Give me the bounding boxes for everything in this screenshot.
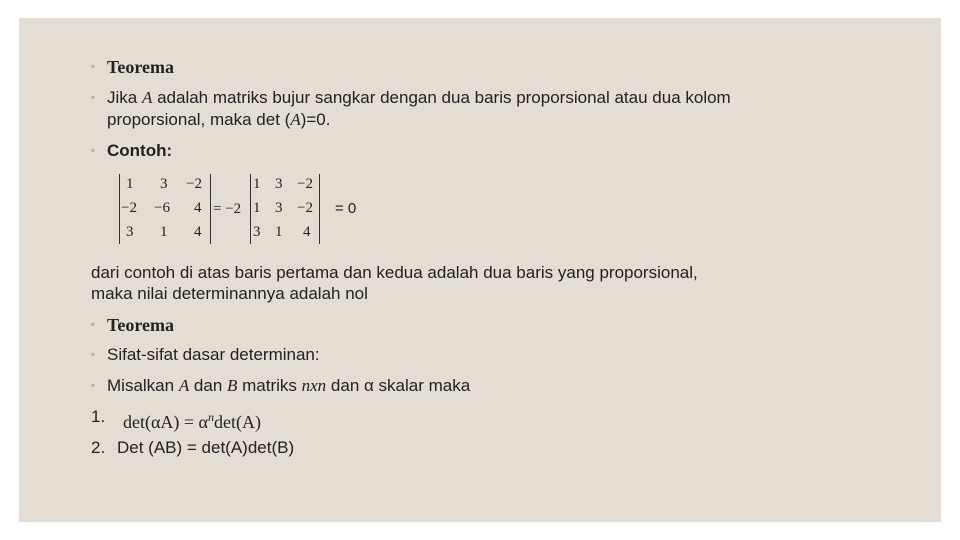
heading-teorema-2: Teorema (107, 315, 174, 335)
item-2-number: 2. (91, 438, 106, 457)
equals-minus-two: = −2 (213, 201, 242, 217)
explanation-line1: dari contoh di atas baris pertama dan kedua adalah dua baris yang proporsional, (91, 263, 698, 282)
var-a: A (290, 110, 301, 129)
bullet-icon: ◦ (91, 92, 95, 104)
equals-zero: = 0 (335, 200, 357, 217)
heading-contoh: Contoh: (107, 141, 173, 160)
bullet-icon: ◦ (91, 61, 95, 73)
var-a: A (141, 88, 153, 107)
explanation-line2: maka nilai determinannya adalah nol (91, 284, 368, 303)
theorem-statement-line1: Jika A adalah matriks bujur sangkar dengan dua baris proporsional atau dua kolom (107, 88, 731, 107)
properties-intro: Sifat-sifat dasar determinan: (107, 345, 320, 364)
assumption-line: Misalkan A dan B matriks nxn dan α skalar maka (107, 376, 471, 395)
var-b: B (227, 376, 238, 395)
var-nxn: nxn (301, 376, 327, 395)
slide (19, 18, 941, 522)
bullet-icon: ◦ (91, 319, 95, 331)
matrix-right: 1 3 −2 1 3 −2 3 1 4 (250, 174, 320, 244)
heading-teorema-1: Teorema (107, 57, 174, 77)
matrix-left: 1 3 −2 −2 −6 4 3 1 4 (119, 174, 211, 244)
item-1-formula: $\det(\alpha A) = \alpha^n\det(A)$ (123, 410, 261, 432)
bullet-icon: ◦ (91, 145, 95, 157)
bullet-icon: ◦ (91, 349, 95, 361)
item-2-text: Det (AB) = det(A)det(B) (117, 438, 295, 457)
theorem-statement-line2: proporsional, maka det (A)=0. (107, 110, 331, 129)
var-a: A (178, 376, 190, 395)
item-1-number: 1. (91, 407, 106, 426)
bullet-icon: ◦ (91, 380, 95, 392)
